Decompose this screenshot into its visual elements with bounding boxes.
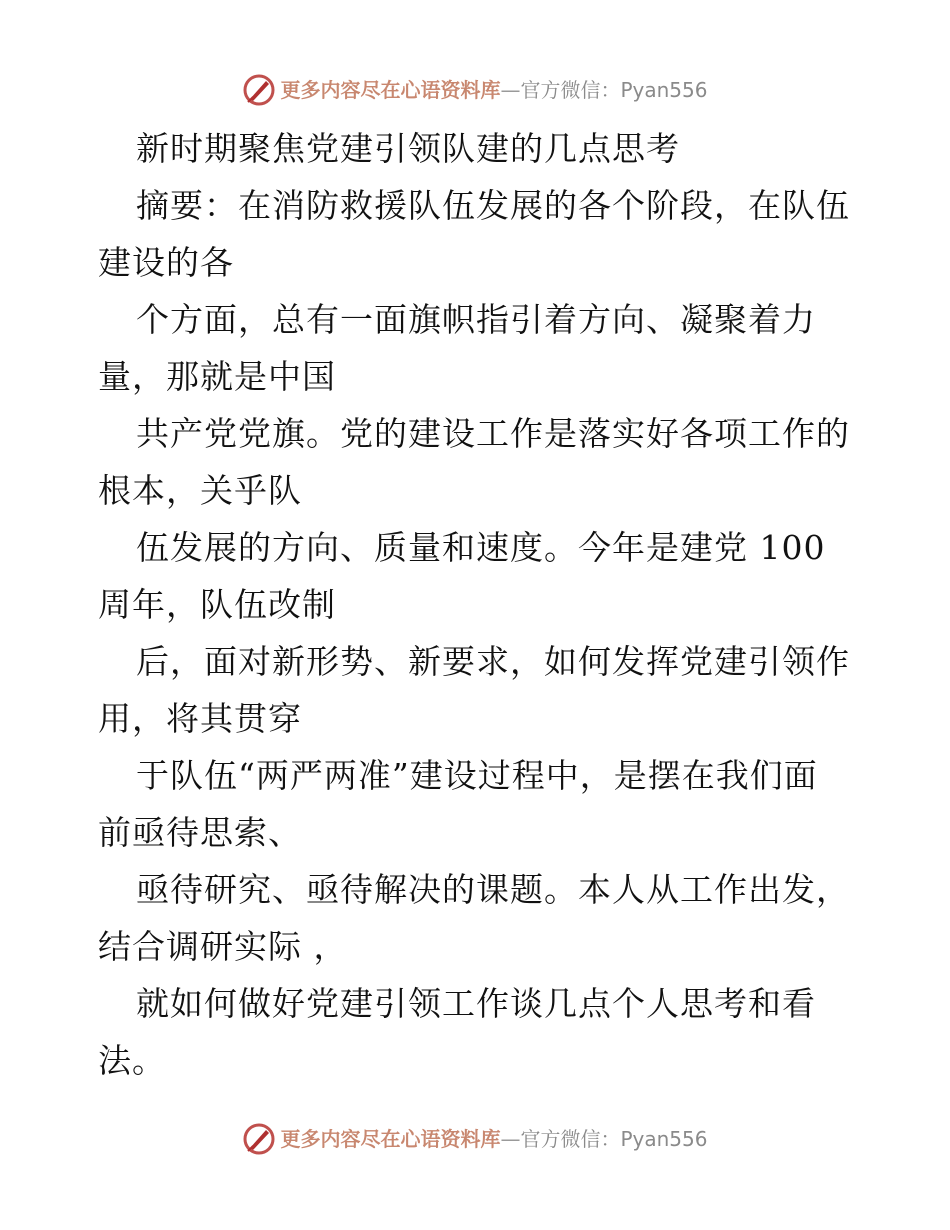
paragraph-line: 亟待研究、亟待解决的课题。本人从工作出发， bbox=[136, 870, 850, 909]
document-body bbox=[98, 120, 858, 1089]
footer-watermark bbox=[0, 1119, 950, 1159]
watermark-suffix: 官方微信：Pyan556 bbox=[520, 1127, 708, 1151]
watermark-dash: — bbox=[500, 1127, 521, 1151]
document-title: 新时期聚焦党建引领队建的几点思考 bbox=[136, 129, 680, 168]
paragraph-line: 周年，队伍改制 bbox=[98, 585, 336, 624]
paragraph-line: 个方面，总有一面旗帜指引着方向、凝聚着力 bbox=[136, 300, 816, 339]
paragraph-line: 前亟待思索、 bbox=[98, 813, 302, 852]
paragraph-line: 根本，关乎队 bbox=[98, 471, 302, 510]
paragraph-line: 就如何做好党建引领工作谈几点个人思考和看 bbox=[136, 984, 816, 1023]
feather-seal-icon bbox=[242, 73, 276, 107]
paragraph-line: 建设的各 bbox=[98, 243, 234, 282]
paragraph-line: 结合调研实际 ， bbox=[98, 927, 348, 966]
paragraph-line: 共产党党旗。党的建设工作是落实好各项工作的 bbox=[136, 414, 850, 453]
paragraph-line: 法。 bbox=[98, 1041, 166, 1080]
feather-seal-icon bbox=[242, 1122, 276, 1156]
watermark-prefix: 更多内容尽在心语资料库 bbox=[280, 78, 501, 102]
paragraph-line: 量，那就是中国 bbox=[98, 357, 336, 396]
paragraph-line: 于队伍“两严两准”建设过程中，是摆在我们面 bbox=[136, 756, 818, 795]
watermark-dash: — bbox=[500, 78, 521, 102]
paragraph-line: 伍发展的方向、质量和速度。今年是建党 100 bbox=[136, 528, 826, 567]
watermark-prefix: 更多内容尽在心语资料库 bbox=[280, 1127, 501, 1151]
watermark-suffix: 官方微信：Pyan556 bbox=[520, 78, 708, 102]
paragraph-line: 用，将其贯穿 bbox=[98, 699, 302, 738]
header-watermark bbox=[0, 70, 950, 110]
paragraph-line: 后，面对新形势、新要求，如何发挥党建引领作 bbox=[136, 642, 850, 681]
paragraph-line: 摘要：在消防救援队伍发展的各个阶段，在队伍 bbox=[136, 186, 850, 225]
